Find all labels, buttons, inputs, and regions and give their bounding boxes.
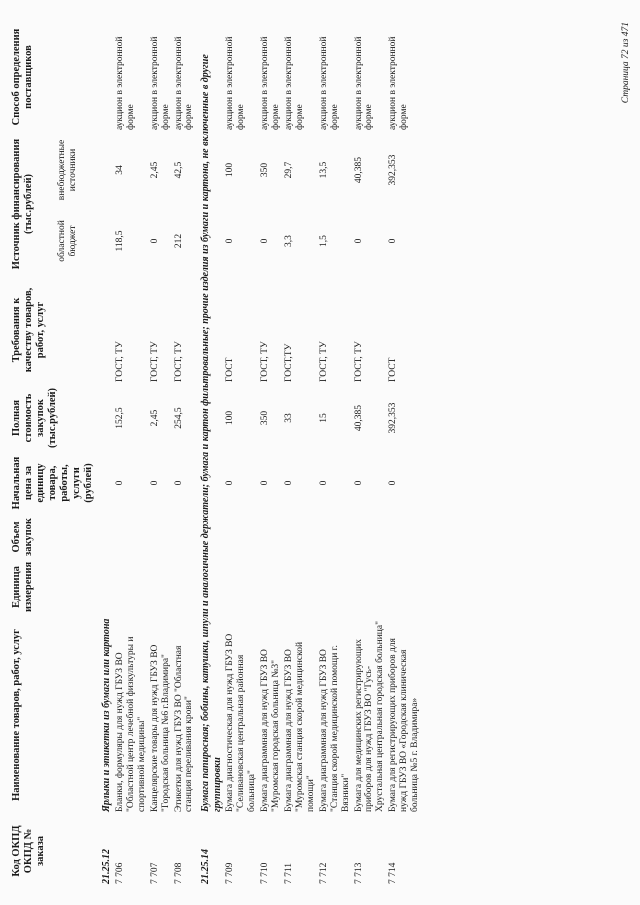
row-price: 0 xyxy=(353,480,364,486)
table-body xyxy=(97,21,422,887)
row-code: 7 710 xyxy=(260,862,271,884)
row-volume xyxy=(318,515,353,559)
row-requirements: ГОСТ, ТУ xyxy=(173,341,184,382)
header-fin-regional: областной бюджет xyxy=(56,220,78,262)
row-code: 7 713 xyxy=(353,862,364,884)
row-requirements: ГОСТ, ТУ xyxy=(260,341,271,382)
row-method: аукцион в электронной форме xyxy=(225,36,247,130)
row-fin-regional: 0 xyxy=(260,238,271,244)
row-requirements: ГОСТ, ТУ xyxy=(149,341,160,382)
row-price: 0 xyxy=(114,480,125,486)
row-volume xyxy=(387,515,422,559)
row-total: 2,45 xyxy=(149,409,160,427)
row-total: 152,5 xyxy=(114,407,125,429)
row-fin-offbudget: 42,5 xyxy=(173,161,184,179)
row-volume xyxy=(283,515,318,559)
table-row xyxy=(353,21,388,887)
row-fin-offbudget: 2,45 xyxy=(149,161,160,179)
row-requirements: ГОСТ,ТУ xyxy=(284,343,294,382)
row-price: 0 xyxy=(260,480,271,486)
row-unit xyxy=(224,559,259,615)
row-fin-regional: 0 xyxy=(353,238,364,244)
table-row xyxy=(173,21,197,887)
row-total: 254,5 xyxy=(173,407,184,429)
header-price: Начальная цена за единицу товара, работы, услуги (рублей) xyxy=(11,456,95,510)
row-name: Этикетки для нужд ГБУЗ ВО "Областная станция переливания крови" xyxy=(173,645,195,812)
row-price: 0 xyxy=(388,480,399,486)
row-total: 33 xyxy=(284,413,294,423)
table-row xyxy=(259,21,283,887)
row-fin-offbudget: 392,353 xyxy=(388,154,399,186)
row-method: аукцион в электронной форме xyxy=(353,36,375,130)
row-unit xyxy=(259,559,283,615)
row-price: 0 xyxy=(284,480,294,486)
header-fin-offbudget: внебюджетные источники xyxy=(56,139,78,201)
row-code: 7 708 xyxy=(173,862,184,884)
row-method: аукцион в электронной форме xyxy=(260,36,282,130)
row-name: Бумага для медицинских регистрирующих приборов для нужд ГБУЗ ВО "Гусь-Хрустальная центральная городская больница" xyxy=(353,621,386,812)
table-row xyxy=(149,21,173,887)
row-name: Канцелярские товары для нужд ГБУЗ ВО "Городская больница №6 г.Владимира" xyxy=(149,644,171,812)
header-unit: Единица измерения xyxy=(11,561,35,612)
header-method: Способ определения поставщиков xyxy=(11,28,35,126)
row-code: 7 709 xyxy=(225,862,236,884)
row-price: 0 xyxy=(318,480,329,486)
table-row xyxy=(114,21,149,887)
header-requirements: Требования к качеству товаров, работ, услуг xyxy=(11,287,47,373)
row-fin-regional: 0 xyxy=(225,238,236,244)
group-title: Ярлыки и этикетки из бумаги или картона xyxy=(101,618,113,812)
row-fin-regional: 0 xyxy=(149,238,160,244)
row-total: 15 xyxy=(318,413,329,423)
row-unit xyxy=(149,559,173,615)
row-fin-regional: 212 xyxy=(173,233,184,249)
table-row xyxy=(387,21,422,887)
row-code: 7 714 xyxy=(388,862,399,884)
header-code: Код ОКПД ОКПД № заказа xyxy=(11,825,47,877)
row-total: 40,385 xyxy=(353,404,364,432)
row-unit xyxy=(318,559,353,615)
row-total: 392,353 xyxy=(388,402,399,434)
row-name: Бумага диагностическая для нужд ГБУЗ ВО "Селивановская центральная районная больница" xyxy=(225,633,258,812)
row-price: 0 xyxy=(225,480,236,486)
page-number: Страница 72 из 471 xyxy=(621,22,632,104)
procurement-table xyxy=(10,21,422,887)
table-row xyxy=(283,21,318,887)
row-fin-offbudget: 40,385 xyxy=(353,156,364,184)
group-row xyxy=(97,21,114,887)
row-name: Бланки, формуляры для нужд ГБУЗ ВО "Областной центр лечебной физкультуры и спортивной медицины" xyxy=(114,636,147,812)
row-total: 350 xyxy=(260,410,271,426)
table-row xyxy=(224,21,259,887)
row-volume xyxy=(353,515,388,559)
row-fin-regional: 1,5 xyxy=(318,235,329,247)
row-requirements: ГОСТ, ТУ xyxy=(353,341,364,382)
row-fin-regional: 118,5 xyxy=(114,230,125,252)
row-method: аукцион в электронной форме xyxy=(284,36,305,130)
row-requirements: ГОСТ, ТУ xyxy=(318,341,329,382)
header-total: Полная стоимость закупок (тыс.рублей) xyxy=(11,387,59,448)
header-name: Наименование товаров, работ, услуг xyxy=(11,629,22,801)
row-method: аукцион в электронной форме xyxy=(173,36,195,130)
row-unit xyxy=(173,559,197,615)
row-price: 0 xyxy=(149,480,160,486)
group-title: Бумага папиросная; бобины, катушки, шпули и аналогичные держатели; бумага и картон фильтровальные; прочие изделия из бумаги и картона, не включенные в другие группировки xyxy=(200,54,223,812)
row-requirements: ГОСТ, ТУ xyxy=(114,341,125,382)
row-price: 0 xyxy=(173,480,184,486)
row-method: аукцион в электронной форме xyxy=(149,36,171,130)
row-fin-offbudget: 34 xyxy=(114,165,125,175)
row-fin-offbudget: 13,5 xyxy=(318,161,329,179)
row-fin-regional: 3,3 xyxy=(284,235,294,247)
row-volume xyxy=(224,515,259,559)
row-code: 7 706 xyxy=(114,862,125,884)
row-volume xyxy=(259,515,283,559)
table-row xyxy=(318,21,353,887)
header-row xyxy=(10,21,56,887)
row-name: Бумага диаграммная для нужд ГБУЗ ВО "Муромская городская больница №3" xyxy=(260,649,282,812)
row-code: 7 712 xyxy=(318,862,329,884)
row-unit xyxy=(353,559,388,615)
row-unit xyxy=(387,559,422,615)
row-requirements: ГОСТ xyxy=(225,357,236,382)
row-name: Бумага диаграммная для нужд ГБУЗ ВО "Станция скорой медицинской помощи г. Вязники" xyxy=(318,645,351,812)
row-volume xyxy=(173,515,197,559)
row-unit xyxy=(283,559,318,615)
row-method: аукцион в электронной форме xyxy=(388,36,410,130)
group-row xyxy=(196,21,224,887)
row-total: 100 xyxy=(225,410,236,426)
group-code: 21.25.14 xyxy=(200,849,212,884)
row-fin-regional: 0 xyxy=(388,238,399,244)
row-volume xyxy=(149,515,173,559)
row-fin-offbudget: 350 xyxy=(260,162,271,178)
row-name: Бумага для регистрирующих приборов для нужд ГБУЗ ВО «Городская клиническая больница №5 г. Владимира» xyxy=(388,638,421,812)
row-method: аукцион в электронной форме xyxy=(318,36,340,130)
row-code: 7 707 xyxy=(149,862,160,884)
row-name: Бумага диаграммная для нужд ГБУЗ ВО "Муромская станция скорой медицинской помощи" xyxy=(284,641,316,812)
header-volume: Объем закупок xyxy=(11,518,35,556)
row-volume xyxy=(114,515,149,559)
row-method: аукцион в электронной форме xyxy=(114,36,136,130)
row-code: 7 711 xyxy=(284,862,294,884)
row-unit xyxy=(114,559,149,615)
header-financing: Источник финансирования (тыс.рублей) xyxy=(11,138,35,270)
group-code: 21.25.12 xyxy=(101,849,113,884)
row-requirements: ГОСТ xyxy=(388,357,399,382)
row-fin-offbudget: 100 xyxy=(225,162,236,178)
row-fin-offbudget: 29,7 xyxy=(284,161,294,179)
